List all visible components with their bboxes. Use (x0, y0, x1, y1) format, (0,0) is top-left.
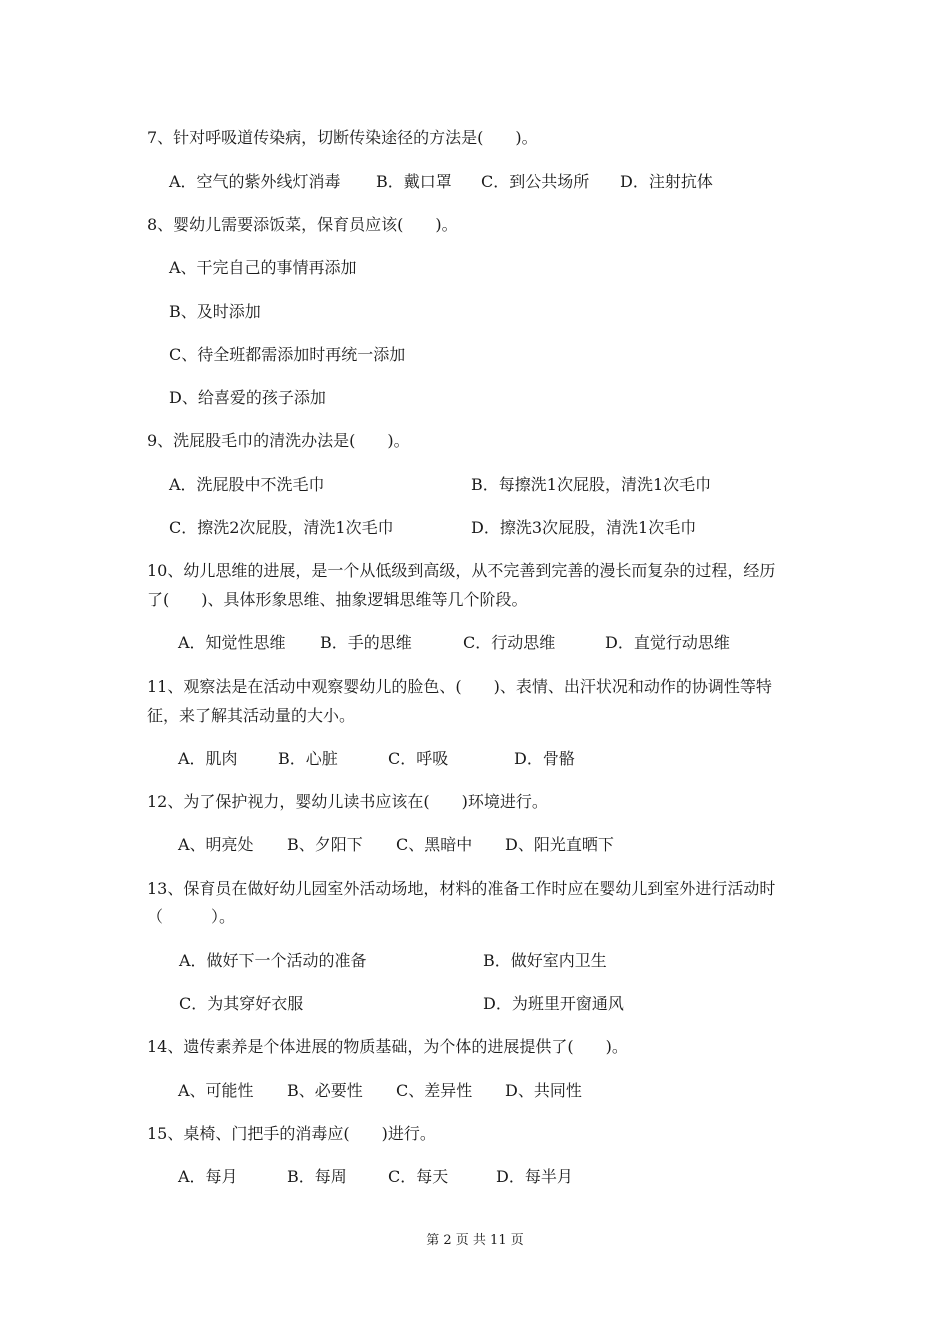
question-9-option-d: D．擦洗3次屁股，清洗1次毛巾 (471, 518, 697, 537)
question-14-option-d: D、共同性 (505, 1081, 582, 1100)
question-9-option-b: B．每擦洗1次屁股，清洗1次毛巾 (471, 475, 712, 494)
question-14-option-c: C、差异性 (396, 1081, 473, 1100)
question-11-option-b: B．心脏 (278, 749, 338, 768)
question-15-option-a: A．每月 (178, 1167, 238, 1186)
question-8-option-c: C、待全班都需添加时再统一添加 (169, 345, 406, 364)
question-10-option-c: C．行动思维 (463, 633, 556, 652)
question-15-option-b: B．每周 (287, 1167, 347, 1186)
question-7-option-c: C．到公共场所 (481, 172, 590, 191)
question-12-stem: 12、为了保护视力，婴幼儿读书应该在( )环境进行。 (147, 792, 548, 811)
question-12-option-a: A、明亮处 (178, 835, 254, 854)
question-11-option-c: C．呼吸 (388, 749, 449, 768)
question-11-stem-line-2: 征，来了解其活动量的大小。 (147, 706, 356, 725)
question-12-option-b: B、夕阳下 (287, 835, 363, 854)
question-13-option-b: B．做好室内卫生 (483, 951, 607, 970)
question-11-stem-line-1: 11、观察法是在活动中观察婴幼儿的脸色、( )、表情、出汗状况和动作的协调性等特 (147, 677, 772, 696)
question-13-stem-line-1: 13、保育员在做好幼儿园室外活动场地，材料的准备工作时应在婴幼儿到室外进行活动时 (147, 879, 776, 898)
question-8-option-b: B、及时添加 (169, 302, 261, 321)
question-9-option-a: A．洗屁股中不洗毛巾 (169, 475, 325, 494)
question-7-option-b: B．戴口罩 (376, 172, 452, 191)
question-8-option-a: A、干完自己的事情再添加 (169, 258, 357, 277)
question-9-option-c: C．擦洗2次屁股，清洗1次毛巾 (169, 518, 394, 537)
question-12-option-c: C、黑暗中 (396, 835, 473, 854)
question-15-stem: 15、桌椅、门把手的消毒应( )进行。 (147, 1124, 436, 1143)
question-12-option-d: D、阳光直晒下 (505, 835, 614, 854)
question-13-option-c: C．为其穿好衣服 (179, 994, 304, 1013)
question-10-option-b: B．手的思维 (320, 633, 412, 652)
question-10-option-d: D．直觉行动思维 (605, 633, 730, 652)
question-9-stem: 9、洗屁股毛巾的清洗办法是( )。 (147, 431, 410, 450)
question-13-option-d: D．为班里开窗通风 (483, 994, 624, 1013)
question-14-option-a: A、可能性 (178, 1081, 254, 1100)
question-15-option-d: D．每半月 (496, 1167, 573, 1186)
question-10-stem-line-1: 10、幼儿思维的进展，是一个从低级到高级，从不完善到完善的漫长而复杂的过程，经历 (147, 561, 776, 580)
question-11-option-d: D．骨骼 (514, 749, 575, 768)
question-11-option-a: A．肌肉 (178, 749, 238, 768)
question-13-option-a: A．做好下一个活动的准备 (179, 951, 367, 970)
question-10-stem-line-2: 了( )、具体形象思维、抽象逻辑思维等几个阶段。 (147, 590, 528, 609)
question-14-option-b: B、必要性 (287, 1081, 363, 1100)
question-7-option-a: A．空气的紫外线灯消毒 (169, 172, 341, 191)
page-number-footer: 第 2 页 共 11 页 (426, 1233, 524, 1248)
question-7-stem: 7、针对呼吸道传染病，切断传染途径的方法是( )。 (147, 128, 538, 147)
question-15-option-c: C．每天 (388, 1167, 449, 1186)
question-8-option-d: D、给喜爱的孩子添加 (169, 388, 326, 407)
question-14-stem: 14、遗传素养是个体进展的物质基础，为个体的进展提供了( )。 (147, 1037, 628, 1056)
question-7-option-d: D．注射抗体 (620, 172, 713, 191)
question-10-option-a: A．知觉性思维 (178, 633, 286, 652)
question-8-stem: 8、婴幼儿需要添饭菜，保育员应该( )。 (147, 215, 458, 234)
question-13-stem-line-2: （ ）。 (147, 907, 236, 926)
